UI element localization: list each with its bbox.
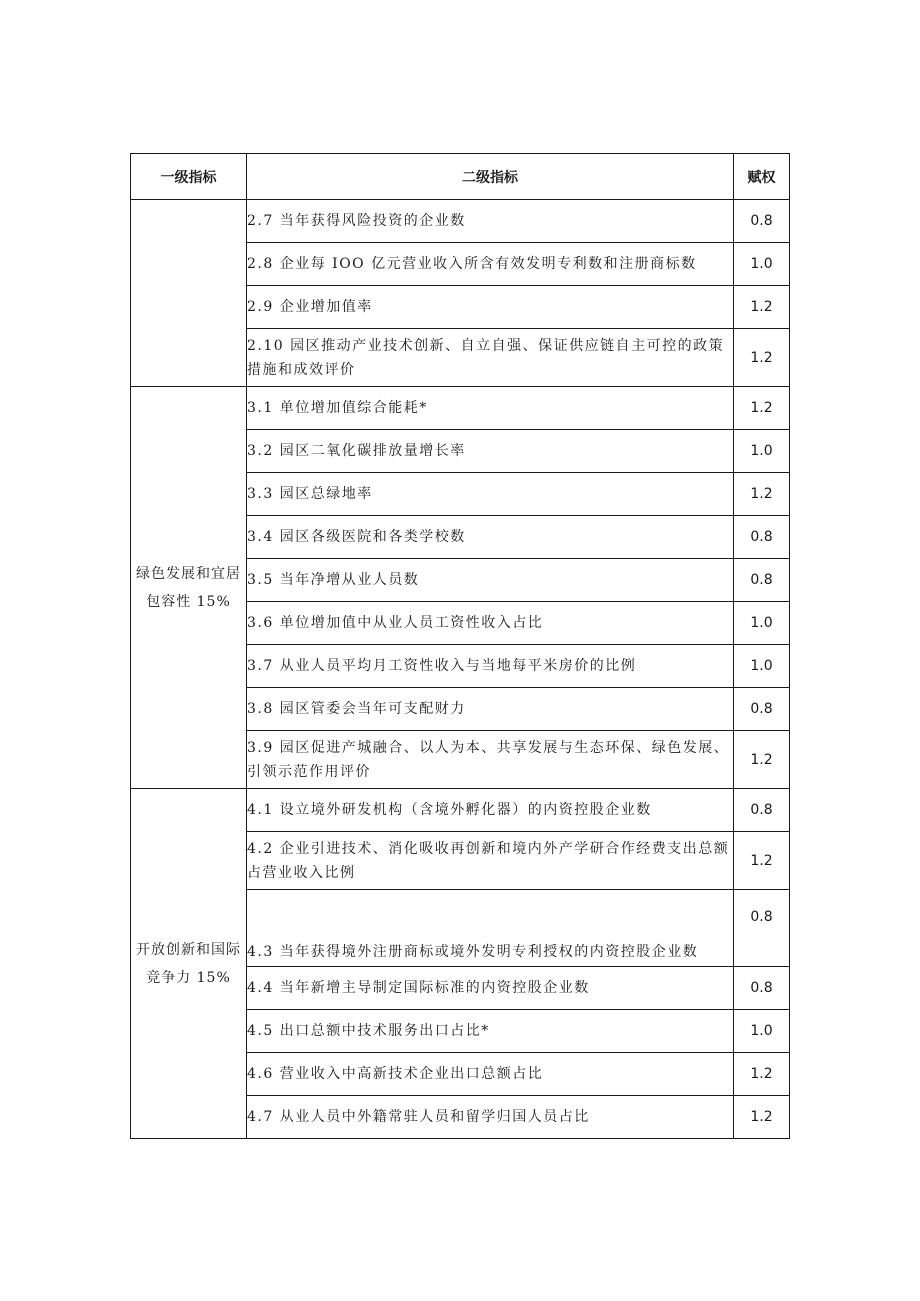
weight-cell: 0.8 <box>734 967 790 1010</box>
indicator-cell: 2.10 园区推动产业技术创新、自立自强、保证供应链自主可控的政策措施和成效评价 <box>247 329 734 387</box>
weight-cell: 1.0 <box>734 430 790 473</box>
indicator-cell: 2.7 当年获得风险投资的企业数 <box>247 200 734 243</box>
weight-cell: 1.0 <box>734 645 790 688</box>
indicator-cell: 3.3 园区总绿地率 <box>247 473 734 516</box>
indicator-cell: 3.5 当年净增从业人员数 <box>247 559 734 602</box>
indicator-cell: 2.9 企业增加值率 <box>247 286 734 329</box>
indicator-cell: 4.2 企业引进技术、消化吸收再创新和境内外产学研合作经费支出总额占营业收入比例 <box>247 832 734 890</box>
indicator-cell: 3.7 从业人员平均月工资性收入与当地每平米房价的比例 <box>247 645 734 688</box>
weight-cell: 1.2 <box>734 731 790 789</box>
table-row <box>131 387 790 430</box>
indicator-cell: 2.8 企业每 IOO 亿元营业收入所含有效发明专利数和注册商标数 <box>247 243 734 286</box>
category-cell: 开放创新和国际竞争力 15% <box>131 789 247 1139</box>
indicator-cell: 3.4 园区各级医院和各类学校数 <box>247 516 734 559</box>
indicator-cell: 4.5 出口总额中技术服务出口占比* <box>247 1010 734 1053</box>
weight-cell: 1.2 <box>734 1053 790 1096</box>
table-row <box>131 200 790 243</box>
weight-cell: 1.2 <box>734 387 790 430</box>
indicator-cell: 4.6 营业收入中高新技术企业出口总额占比 <box>247 1053 734 1096</box>
indicator-cell: 4.7 从业人员中外籍常驻人员和留学归国人员占比 <box>247 1096 734 1139</box>
weight-cell: 0.8 <box>734 559 790 602</box>
indicator-cell: 3.2 园区二氧化碳排放量增长率 <box>247 430 734 473</box>
indicator-cell: 3.8 园区管委会当年可支配财力 <box>247 688 734 731</box>
weight-cell: 1.2 <box>734 1096 790 1139</box>
weight-cell: 1.0 <box>734 602 790 645</box>
weight-cell: 1.2 <box>734 832 790 890</box>
header-level2: 二级指标 <box>247 154 734 200</box>
table-header-row <box>131 154 790 200</box>
weight-cell: 0.8 <box>734 789 790 832</box>
category-cell <box>131 200 247 387</box>
weight-cell: 1.0 <box>734 243 790 286</box>
indicator-cell: 4.4 当年新增主导制定国际标准的内资控股企业数 <box>247 967 734 1010</box>
category-cell: 绿色发展和宜居包容性 15% <box>131 387 247 789</box>
header-weight: 赋权 <box>734 154 790 200</box>
indicator-table <box>130 153 790 1139</box>
weight-cell: 0.8 <box>734 688 790 731</box>
indicator-cell: 3.6 单位增加值中从业人员工资性收入占比 <box>247 602 734 645</box>
indicator-cell: 3.9 园区促进产城融合、以人为本、共享发展与生态环保、绿色发展、引领示范作用评价 <box>247 731 734 789</box>
indicator-cell: 4.3 当年获得境外注册商标或境外发明专利授权的内资控股企业数 <box>247 890 734 967</box>
table-row <box>131 789 790 832</box>
weight-cell: 0.8 <box>734 200 790 243</box>
weight-cell: 1.2 <box>734 286 790 329</box>
indicator-cell: 4.1 设立境外研发机构（含境外孵化器）的内资控股企业数 <box>247 789 734 832</box>
weight-cell: 1.0 <box>734 1010 790 1053</box>
weight-cell: 0.8 <box>734 516 790 559</box>
indicator-cell: 3.1 单位增加值综合能耗* <box>247 387 734 430</box>
weight-cell: 1.2 <box>734 473 790 516</box>
weight-cell: 0.8 <box>734 890 790 967</box>
header-level1: 一级指标 <box>131 154 247 200</box>
weight-cell: 1.2 <box>734 329 790 387</box>
